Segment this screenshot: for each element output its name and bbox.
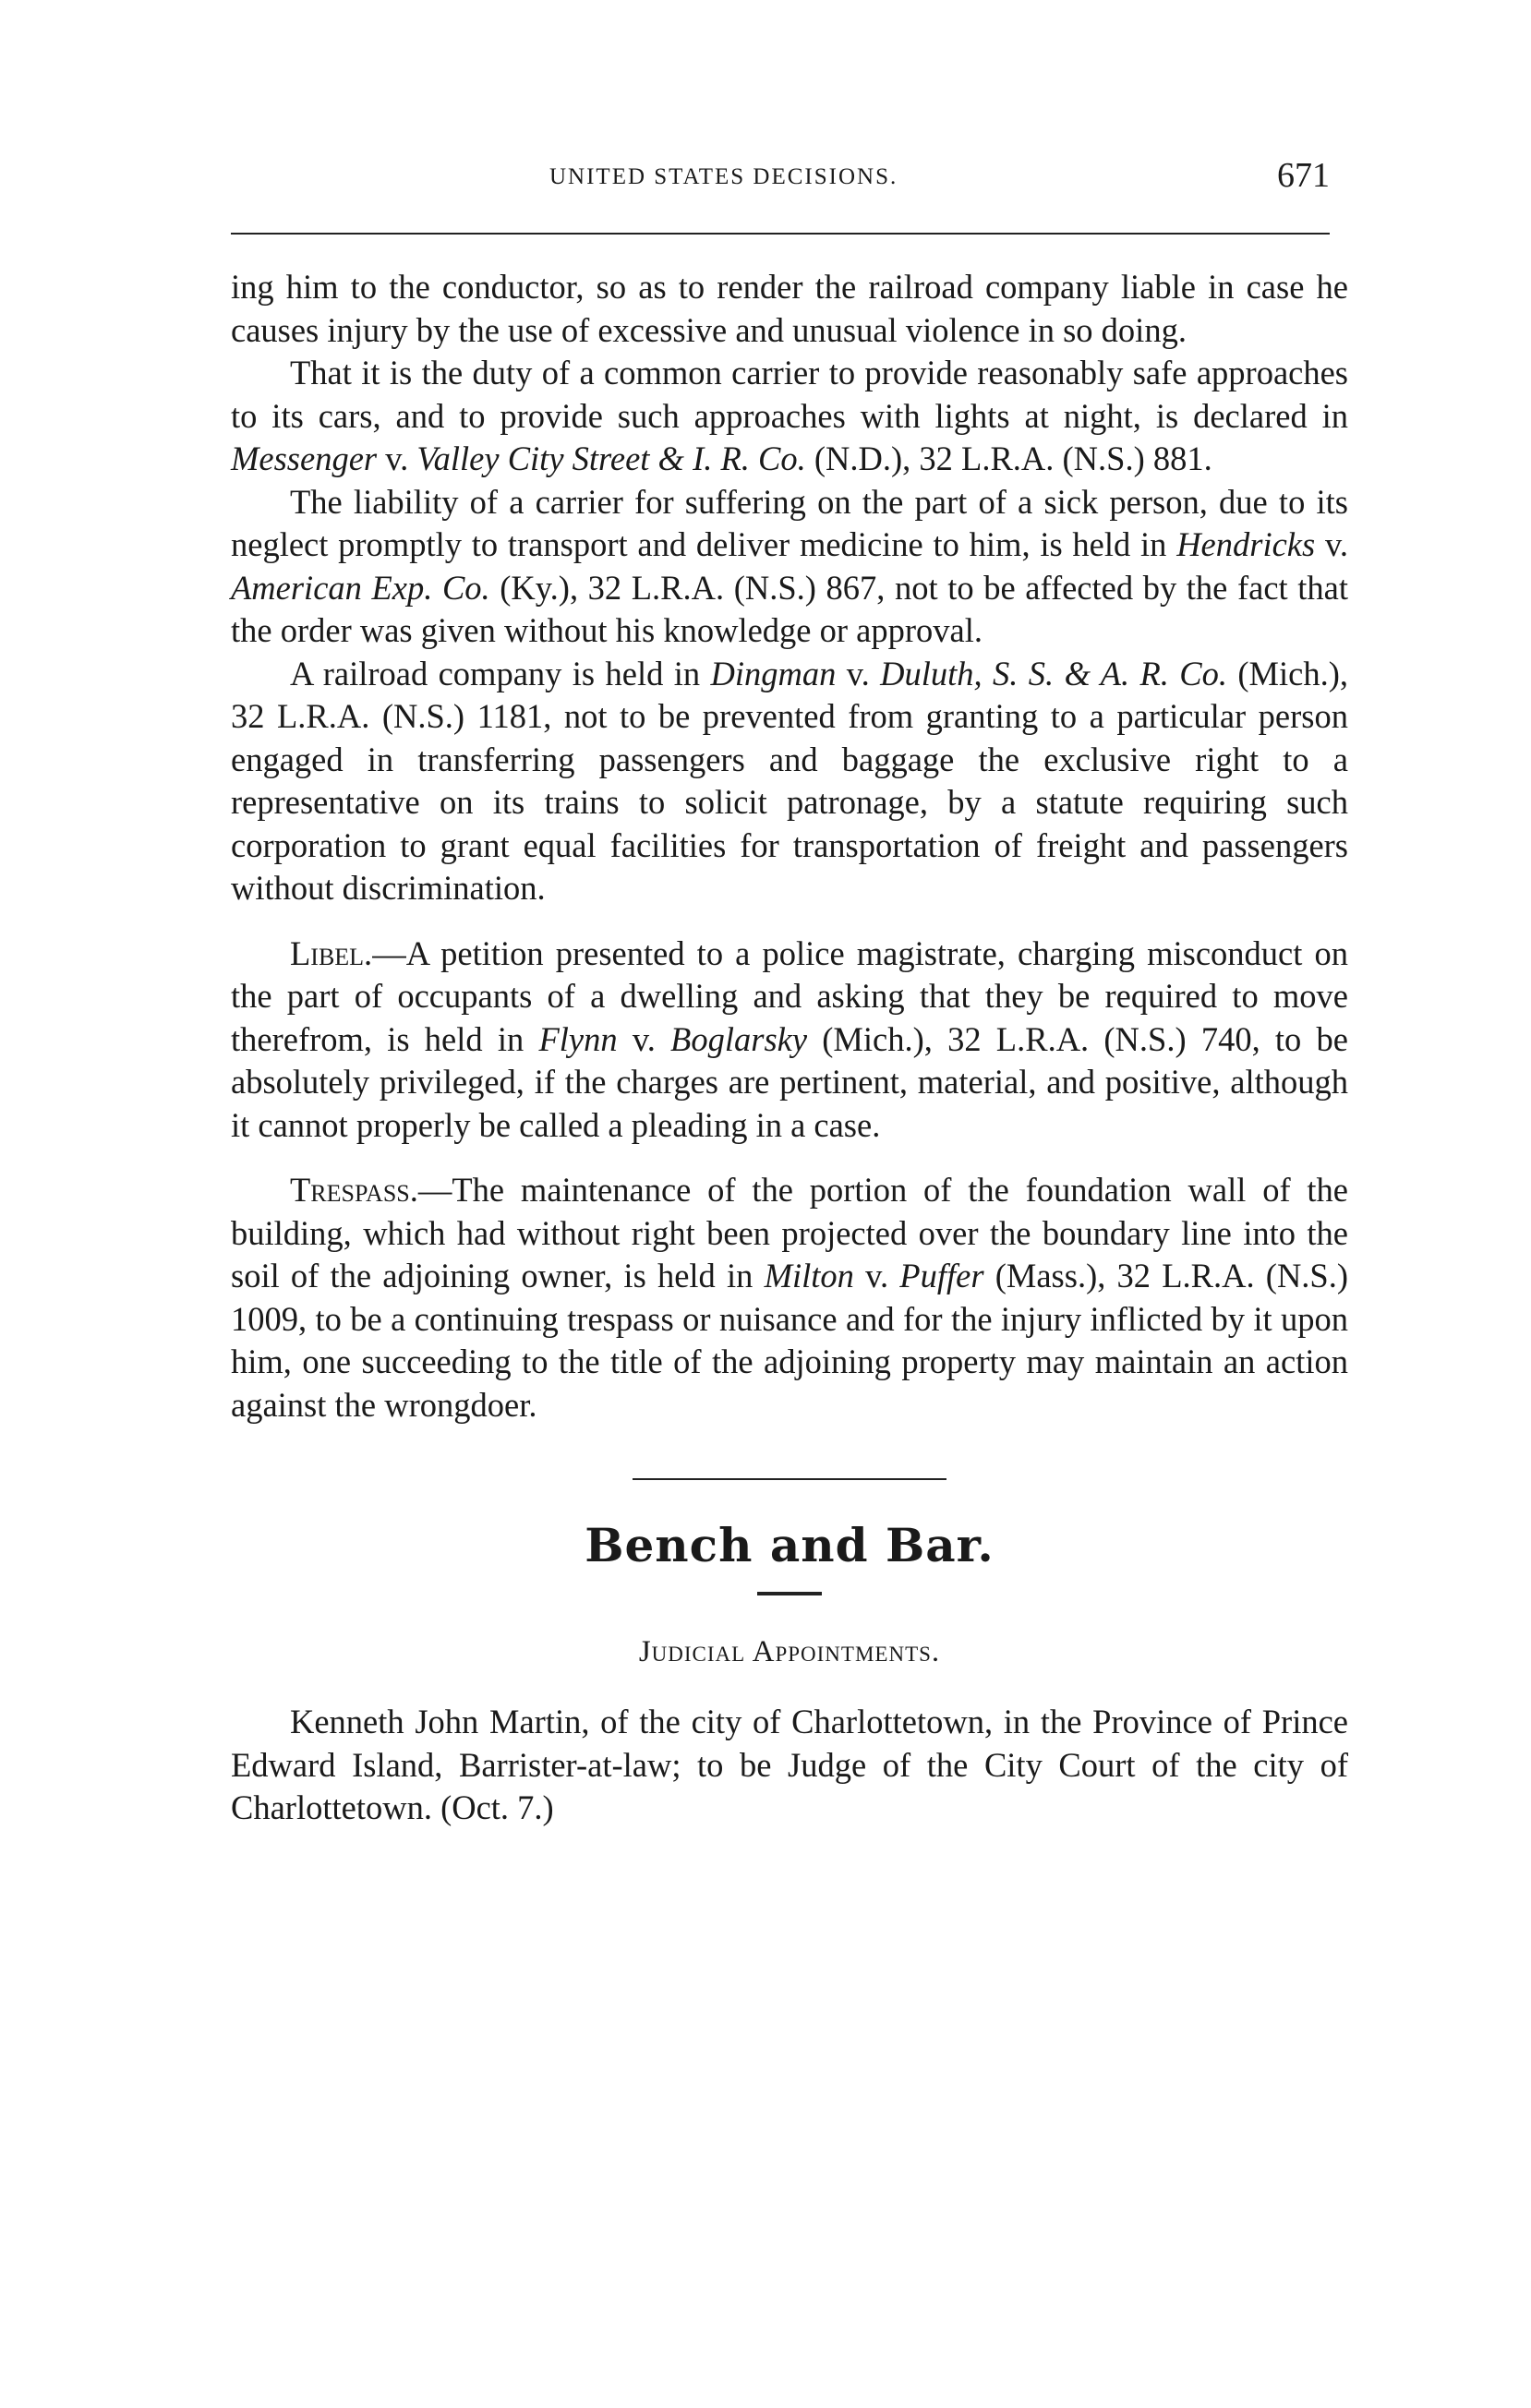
citation: (N.D.), 32 L.R.A. (N.S.) 881. — [805, 439, 1212, 477]
running-title: UNITED STATES DECISIONS. — [549, 164, 898, 189]
paragraph-text: A railroad company is held in — [290, 654, 711, 692]
paragraph-medicine — [231, 481, 1348, 653]
paragraph-libel — [231, 933, 1348, 1148]
paragraph-text: —A petition presented to a police magistrate, charging misconduct on the part of occupants of a dwelling and asking that they be required to move therefrom, is held in — [231, 933, 1348, 1058]
paragraph-approaches — [231, 352, 1348, 481]
case-name: Duluth, S. S. & A. R. Co. — [880, 654, 1228, 692]
case-name: Hendricks — [1176, 525, 1316, 563]
paragraph-text: ing him to the conductor, so as to render the railroad company liable in case he causes injury by the use of excessive and unusual violence in so doing. — [231, 268, 1348, 349]
heading-rule — [757, 1592, 822, 1595]
header-rule — [231, 233, 1330, 235]
versus: v. — [853, 1257, 900, 1294]
section-divider — [633, 1478, 946, 1480]
case-name: Puffer — [899, 1257, 984, 1294]
appointment-paragraph — [231, 1701, 1348, 1830]
paragraph-railroad — [231, 653, 1348, 910]
paragraph-text: The liability of a carrier for suffering on the part of a sick person, due to its neglect promptly to transport and deliver medicine to him, is held in — [231, 482, 1348, 563]
case-name: Milton — [764, 1257, 854, 1294]
versus: v. — [377, 439, 417, 477]
appointment-text: Kenneth John Martin, of the city of Charlottetown, in the Province of Prince Edward Island, Barrister-at-law; to be Judge of the City Court of the city of Charlottetown. (Oct. 7.) — [231, 1703, 1348, 1826]
paragraph-trespass — [231, 1169, 1348, 1427]
paragraph-text: That it is the duty of a common carrier to provide reasonably safe approaches to its cars, and to provide such approaches with lights at night, is declared in — [231, 354, 1348, 435]
citation: (Ky.), 32 L.R.A. (N.S.) 867, not to be affected by the fact that the order was given without his knowledge or approval. — [231, 568, 1348, 649]
citation: (Mich.), 32 L.R.A. (N.S.) 740, to be absolutely privileged, if the charges are pertinent, material, and positive, although it cannot properly be called a pleading in a case. — [231, 1019, 1348, 1144]
case-name: American Exp. Co. — [231, 568, 490, 607]
bench-and-bar-heading: Bench and Bar. — [585, 1518, 995, 1572]
citation: (Mich.), 32 L.R.A. (N.S.) 1181, not to be prevented from granting to a particular person engaged in transferring passengers and baggage the exclusive right to a representative on its trains to solicit patronage, by a statute requiring such corporation to grant equal facilities for transportation of freight and passengers without discrimination. — [231, 654, 1349, 907]
paragraph-continuation — [231, 266, 1348, 352]
page — [231, 148, 1349, 1826]
running-head — [231, 148, 1348, 203]
case-name: Valley City Street & I. R. Co. — [416, 439, 806, 477]
citation: (Mass.), 32 L.R.A. (N.S.) 1009, to be a continuing trespass or nuisance and for the injury inflicted by it upon him, one succeeding to the title of the adjoining property may maintain an action against the wrongdoer. — [231, 1257, 1349, 1424]
page-number: 671 — [1277, 156, 1330, 195]
versus: v. — [617, 1019, 671, 1058]
judicial-appointments-heading: Judicial Appointments. — [638, 1634, 941, 1668]
versus: v. — [1315, 525, 1348, 563]
body-text — [231, 266, 1348, 1830]
versus: v. — [836, 654, 881, 692]
case-name: Dingman — [710, 654, 837, 692]
case-name: Flynn — [538, 1019, 618, 1058]
case-name: Messenger — [231, 439, 378, 477]
case-name: Boglarsky — [670, 1019, 808, 1058]
section-heading-libel: Libel. — [290, 933, 373, 972]
paragraph-text: —The maintenance of the portion of the foundation wall of the building, which had without right been projected over the boundary line into the soil of the adjoining owner, is held in — [231, 1171, 1348, 1294]
section-heading-trespass: Trespass. — [290, 1171, 418, 1209]
